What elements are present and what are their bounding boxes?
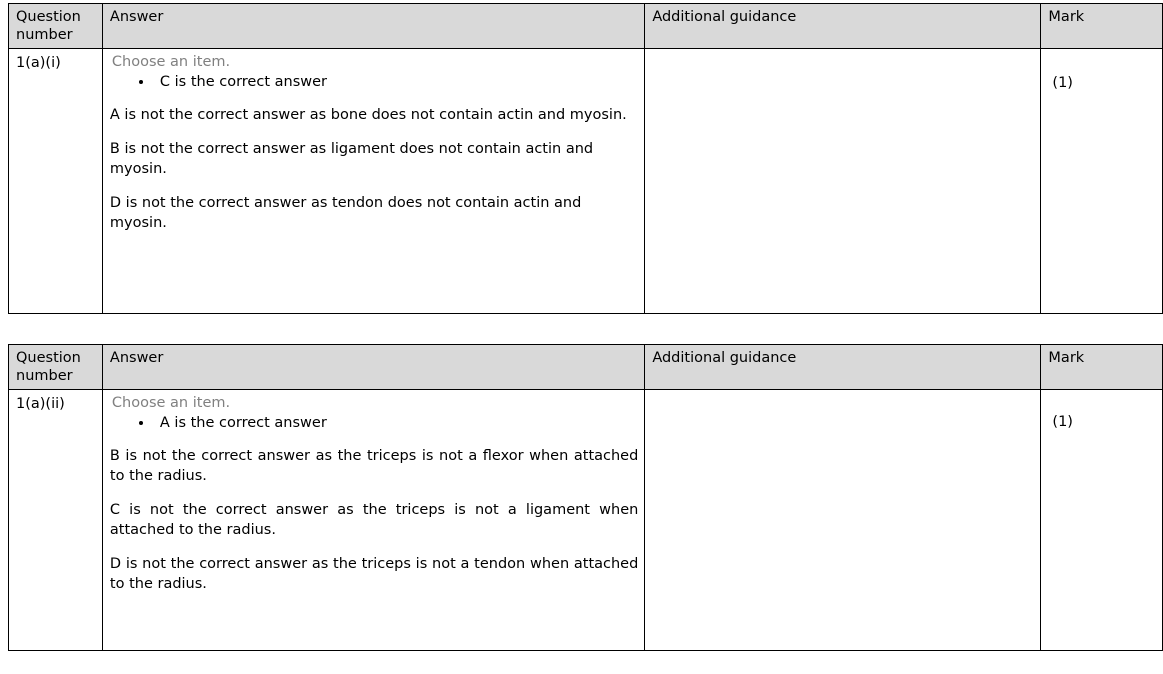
question-number-value: 1(a)(ii) xyxy=(16,396,65,413)
header-answer-label: Answer xyxy=(109,9,164,25)
cell-answer xyxy=(102,49,644,314)
header-answer-label: Answer xyxy=(109,350,164,366)
table-row xyxy=(9,49,1163,314)
answer-paragraph-d: D is not the correct answer as tendon does not contain actin and myosin. xyxy=(109,194,582,231)
header-additional-guidance xyxy=(645,345,1041,390)
answer-paragraph-b: B is not the correct answer as ligament does not contain actin and myosin. xyxy=(109,140,594,177)
header-mark xyxy=(1041,345,1163,390)
choose-an-item-placeholder: Choose an item. xyxy=(111,54,231,71)
header-question-number-label: Question number xyxy=(16,350,81,385)
table-body-1 xyxy=(9,49,1163,314)
choose-an-item-placeholder: Choose an item. xyxy=(111,395,231,412)
header-additional-guidance-label: Additional guidance xyxy=(652,9,797,25)
cell-mark xyxy=(1041,49,1163,314)
table-header-row xyxy=(9,4,1163,49)
header-mark xyxy=(1041,4,1163,49)
markscheme-table-2 xyxy=(8,344,1163,651)
cell-question-number xyxy=(9,49,103,314)
header-additional-guidance xyxy=(645,4,1041,49)
cell-mark xyxy=(1041,390,1163,651)
answer-bullet-list xyxy=(110,73,638,93)
answer-paragraph-a: A is not the correct answer as bone does not contain actin and myosin. xyxy=(109,106,627,123)
table-header-row xyxy=(9,345,1163,390)
answer-paragraph-c: C is not the correct answer as the triceps is not a ligament when attached to the radius. xyxy=(109,501,639,538)
header-question-number xyxy=(9,345,103,390)
header-additional-guidance-label: Additional guidance xyxy=(652,350,797,366)
table-header-1 xyxy=(9,4,1163,49)
header-mark-label: Mark xyxy=(1048,9,1085,25)
cell-answer xyxy=(102,390,644,651)
answer-bullet-list xyxy=(110,414,638,434)
answer-paragraph-d: D is not the correct answer as the triceps is not a tendon when attached to the radius. xyxy=(109,555,639,592)
cell-additional-guidance xyxy=(645,49,1041,314)
list-item: • A is the correct answer xyxy=(154,414,638,434)
header-question-number xyxy=(9,4,103,49)
table-body-2 xyxy=(9,390,1163,651)
answer-paragraph-b: B is not the correct answer as the triceps is not a flexor when attached to the radius. xyxy=(109,447,639,484)
cell-question-number xyxy=(9,390,103,651)
table-row xyxy=(9,390,1163,651)
table-header-2 xyxy=(9,345,1163,390)
cell-additional-guidance xyxy=(645,390,1041,651)
question-number-value: 1(a)(i) xyxy=(16,55,61,72)
list-item: • C is the correct answer xyxy=(154,73,638,93)
mark-value: (1) xyxy=(1052,414,1073,431)
mark-value: (1) xyxy=(1052,75,1073,92)
header-answer xyxy=(102,4,644,49)
header-mark-label: Mark xyxy=(1048,350,1085,366)
header-question-number-label: Question number xyxy=(16,9,81,44)
markscheme-table-1 xyxy=(8,3,1163,314)
header-answer xyxy=(102,345,644,390)
